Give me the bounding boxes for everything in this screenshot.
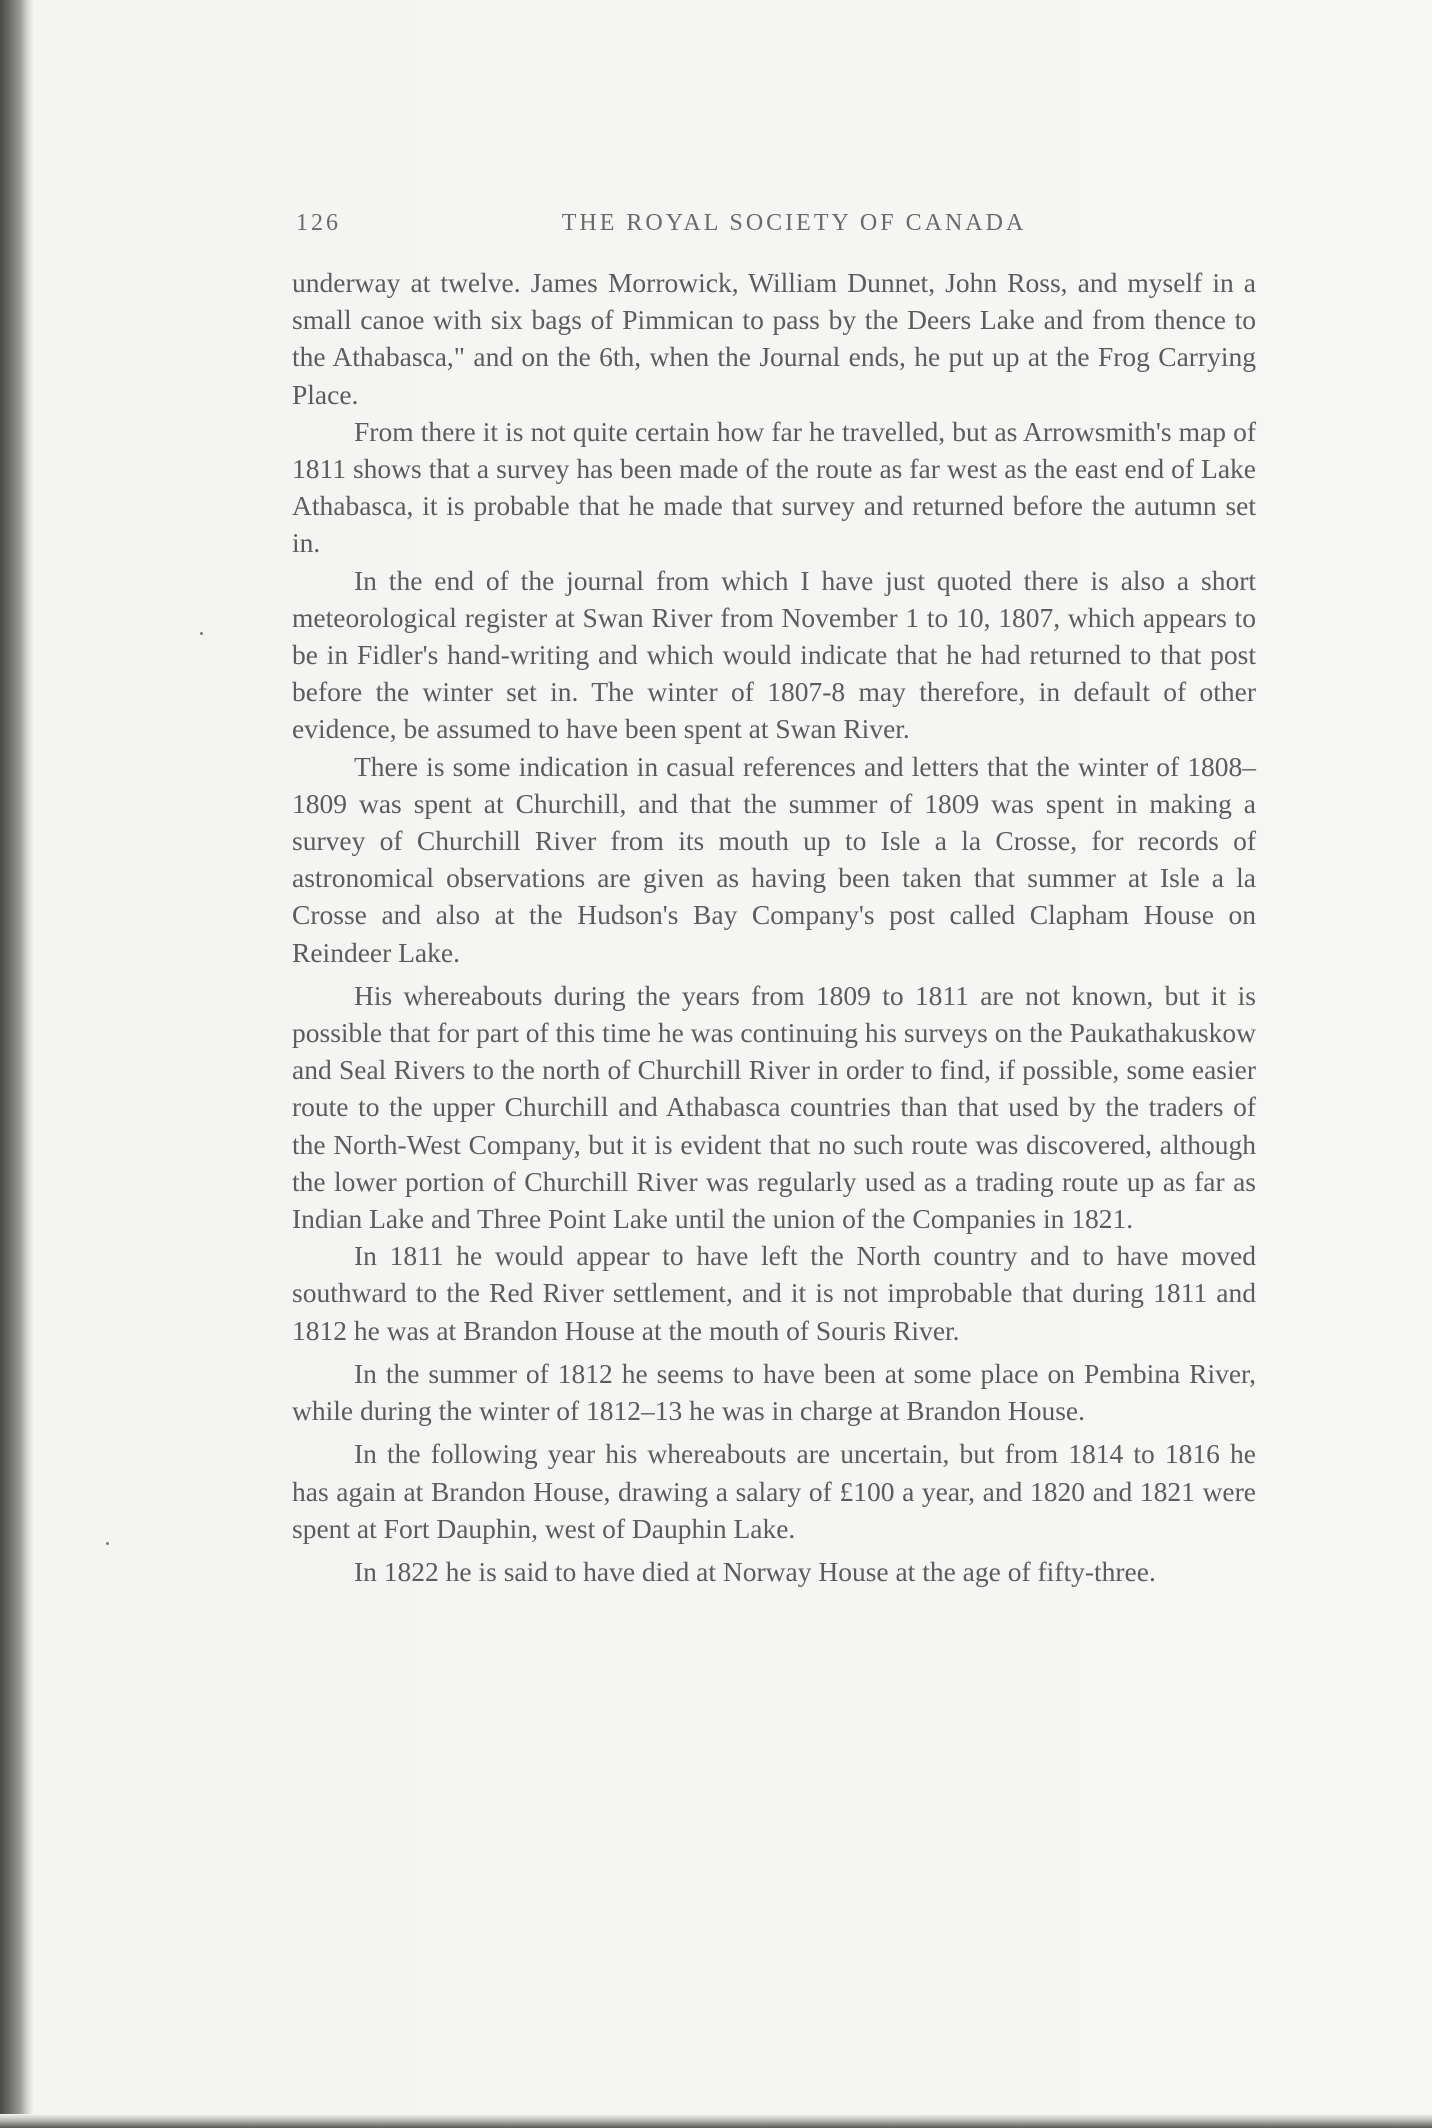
body-text: [292, 264, 1256, 1590]
page-content: [292, 210, 1256, 1590]
paragraph: underway at twelve. James Morrowick, William Dunnet, John Ross, and myself in a small canoe with six bags of Pimmican to pass by the Deers Lake and from thence to the Athabasca," and on the 6th, when the Journal ends, he put up at the Frog Carrying Place.: [292, 267, 1256, 410]
page-number: 126: [296, 210, 341, 236]
paragraph: In 1811 he would appear to have left the North country and to have moved southward to the Red River settlement, and it is not improbable that during 1811 and 1812 he was at Brandon House at the mouth of Souris River.: [292, 1240, 1256, 1346]
scan-speck: [200, 632, 203, 635]
paragraph: From there it is not quite certain how far he travelled, but as Arrowsmith's map of 1811 shows that a survey has been made of the route as far west as the east end of Lake Athabasca, it is probable that he made that survey and returned before the autumn set in.: [292, 415, 1256, 559]
journal-title: THE ROYAL SOCIETY OF CANADA: [561, 210, 1027, 236]
running-head: [292, 210, 1256, 250]
paragraph: There is some indication in casual references and letters that the winter of 1808–1809 was spent at Churchill, and that the summer of 1809 was spent in making a survey of Churchill River from its mouth up to Isle a la Crosse, for records of astronomical observations are given as having been taken that summer at Isle a la Crosse and also at the Hudson's Bay Company's post called Clapham House on Reindeer Lake.: [292, 750, 1256, 968]
scan-edge: [0, 2114, 1432, 2128]
paragraph: His whereabouts during the years from 1809 to 1811 are not known, but it is possible that for part of this time he was continuing his surveys on the Paukathakuskow and Seal Rivers to the north of Churchill River in order to find, if possible, some easier route to the upper Churchill and Athabasca countries than that used by the traders of the North-West Company, but it is evident that no such route was discovered, although the lower portion of Churchill River was regularly used as a trading route up as far as Indian Lake and Three Point Lake until the union of the Companies in 1821.: [292, 979, 1256, 1235]
paragraph: In the end of the journal from which I have just quoted there is also a short meteorological register at Swan River from November 1 to 10, 1807, which appears to be in Fidler's hand-writing and which would indicate that he had returned to that post before the winter set in. The winter of 1807-8 may therefore, in default of other evidence, be assumed to have been spent at Swan River.: [292, 564, 1256, 745]
paragraph: In 1822 he is said to have died at Norway House at the age of fifty-three.: [354, 1555, 1156, 1587]
scan-speck: [106, 1542, 109, 1545]
paragraph: In the summer of 1812 he seems to have been at some place on Pembina River, while during the winter of 1812–13 he was in charge at Brandon House.: [292, 1357, 1256, 1427]
paragraph: In the following year his whereabouts are uncertain, but from 1814 to 1816 he has again at Brandon House, drawing a salary of £100 a year, and 1820 and 1821 were spent at Fort Dauphin, west of Dauphin Lake.: [292, 1438, 1256, 1544]
